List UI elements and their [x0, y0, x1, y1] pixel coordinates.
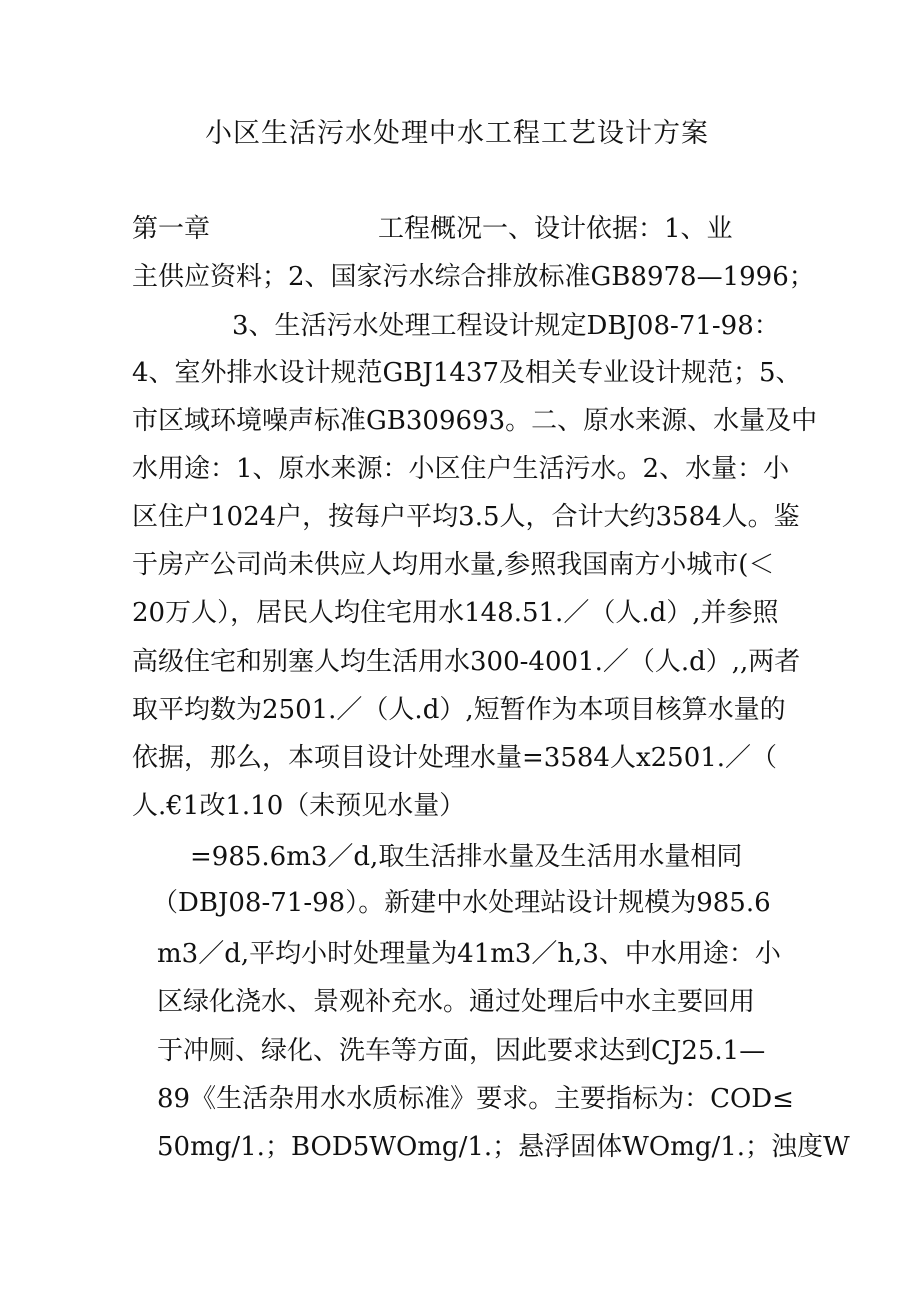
- text-line-13: 人.€1改1.10（未预见水量）: [132, 791, 466, 821]
- text-line-19: 89《生活杂用水水质标准》要求。主要指标为：COD≤: [157, 1084, 794, 1114]
- text-line-5: 市区域环境噪声标准GB309693。二、原水来源、水量及中: [132, 406, 818, 436]
- text-line-12: 依据，那么，本项目设计处理水量=3584人x2501.／（: [132, 743, 778, 773]
- text-line-14: =985.6m3／d,取生活排水量及生活用水量相同: [190, 842, 743, 872]
- text-line-20: 50mg/1.；BOD5WOmg/1.；悬浮固体WOmg/1.；浊度W: [157, 1132, 850, 1162]
- text-line-15: （DBJ08-71-98）。新建中水处理站设计规模为985.6: [152, 888, 771, 918]
- chapter-label: 第一章: [132, 214, 211, 244]
- text-line-11: 取平均数为2501.／（人.d）,短暂作为本项目核算水量的: [132, 695, 786, 725]
- text-line-2: 主供应资料；2、国家污水综合排放标准GB8978—1996；: [132, 262, 815, 292]
- text-line-9: 20万人），居民人均住宅用水148.51.／（人.d）,并参照: [132, 598, 779, 628]
- text-line-7: 区住户1024户，按每户平均3.5人，合计大约3584人。鉴: [132, 502, 800, 532]
- text-line-8: 于房产公司尚未供应人均用水量,参照我国南方小城市(＜: [132, 550, 775, 580]
- text-line-3: 3、生活污水处理工程设计规定DBJ08-71-98：: [232, 311, 780, 341]
- text-line-17: 区绿化浇水、景观补充水。通过处理后中水主要回用: [157, 987, 756, 1017]
- text-line-1: [132, 212, 733, 246]
- text-line-6: 水用途：1、原水来源：小区住户生活污水。2、水量：小: [132, 454, 790, 484]
- text-line-4: 4、室外排水设计规范GBJ1437及相关专业设计规范；5、: [132, 358, 802, 388]
- text-line-18: 于冲厕、绿化、洗车等方面，因此要求达到CJ25.1—: [157, 1036, 766, 1066]
- document-title: 小区生活污水处理中水工程工艺设计方案: [205, 118, 709, 149]
- chapter-heading: 工程概况一、设计依据：1、业: [378, 214, 733, 244]
- text-line-16: m3／d,平均小时处理量为41m3／h,3、中水用途：小: [157, 939, 781, 969]
- text-line-10: 高级住宅和别塞人均生活用水300-4001.／（人.d）,,两者: [132, 647, 801, 677]
